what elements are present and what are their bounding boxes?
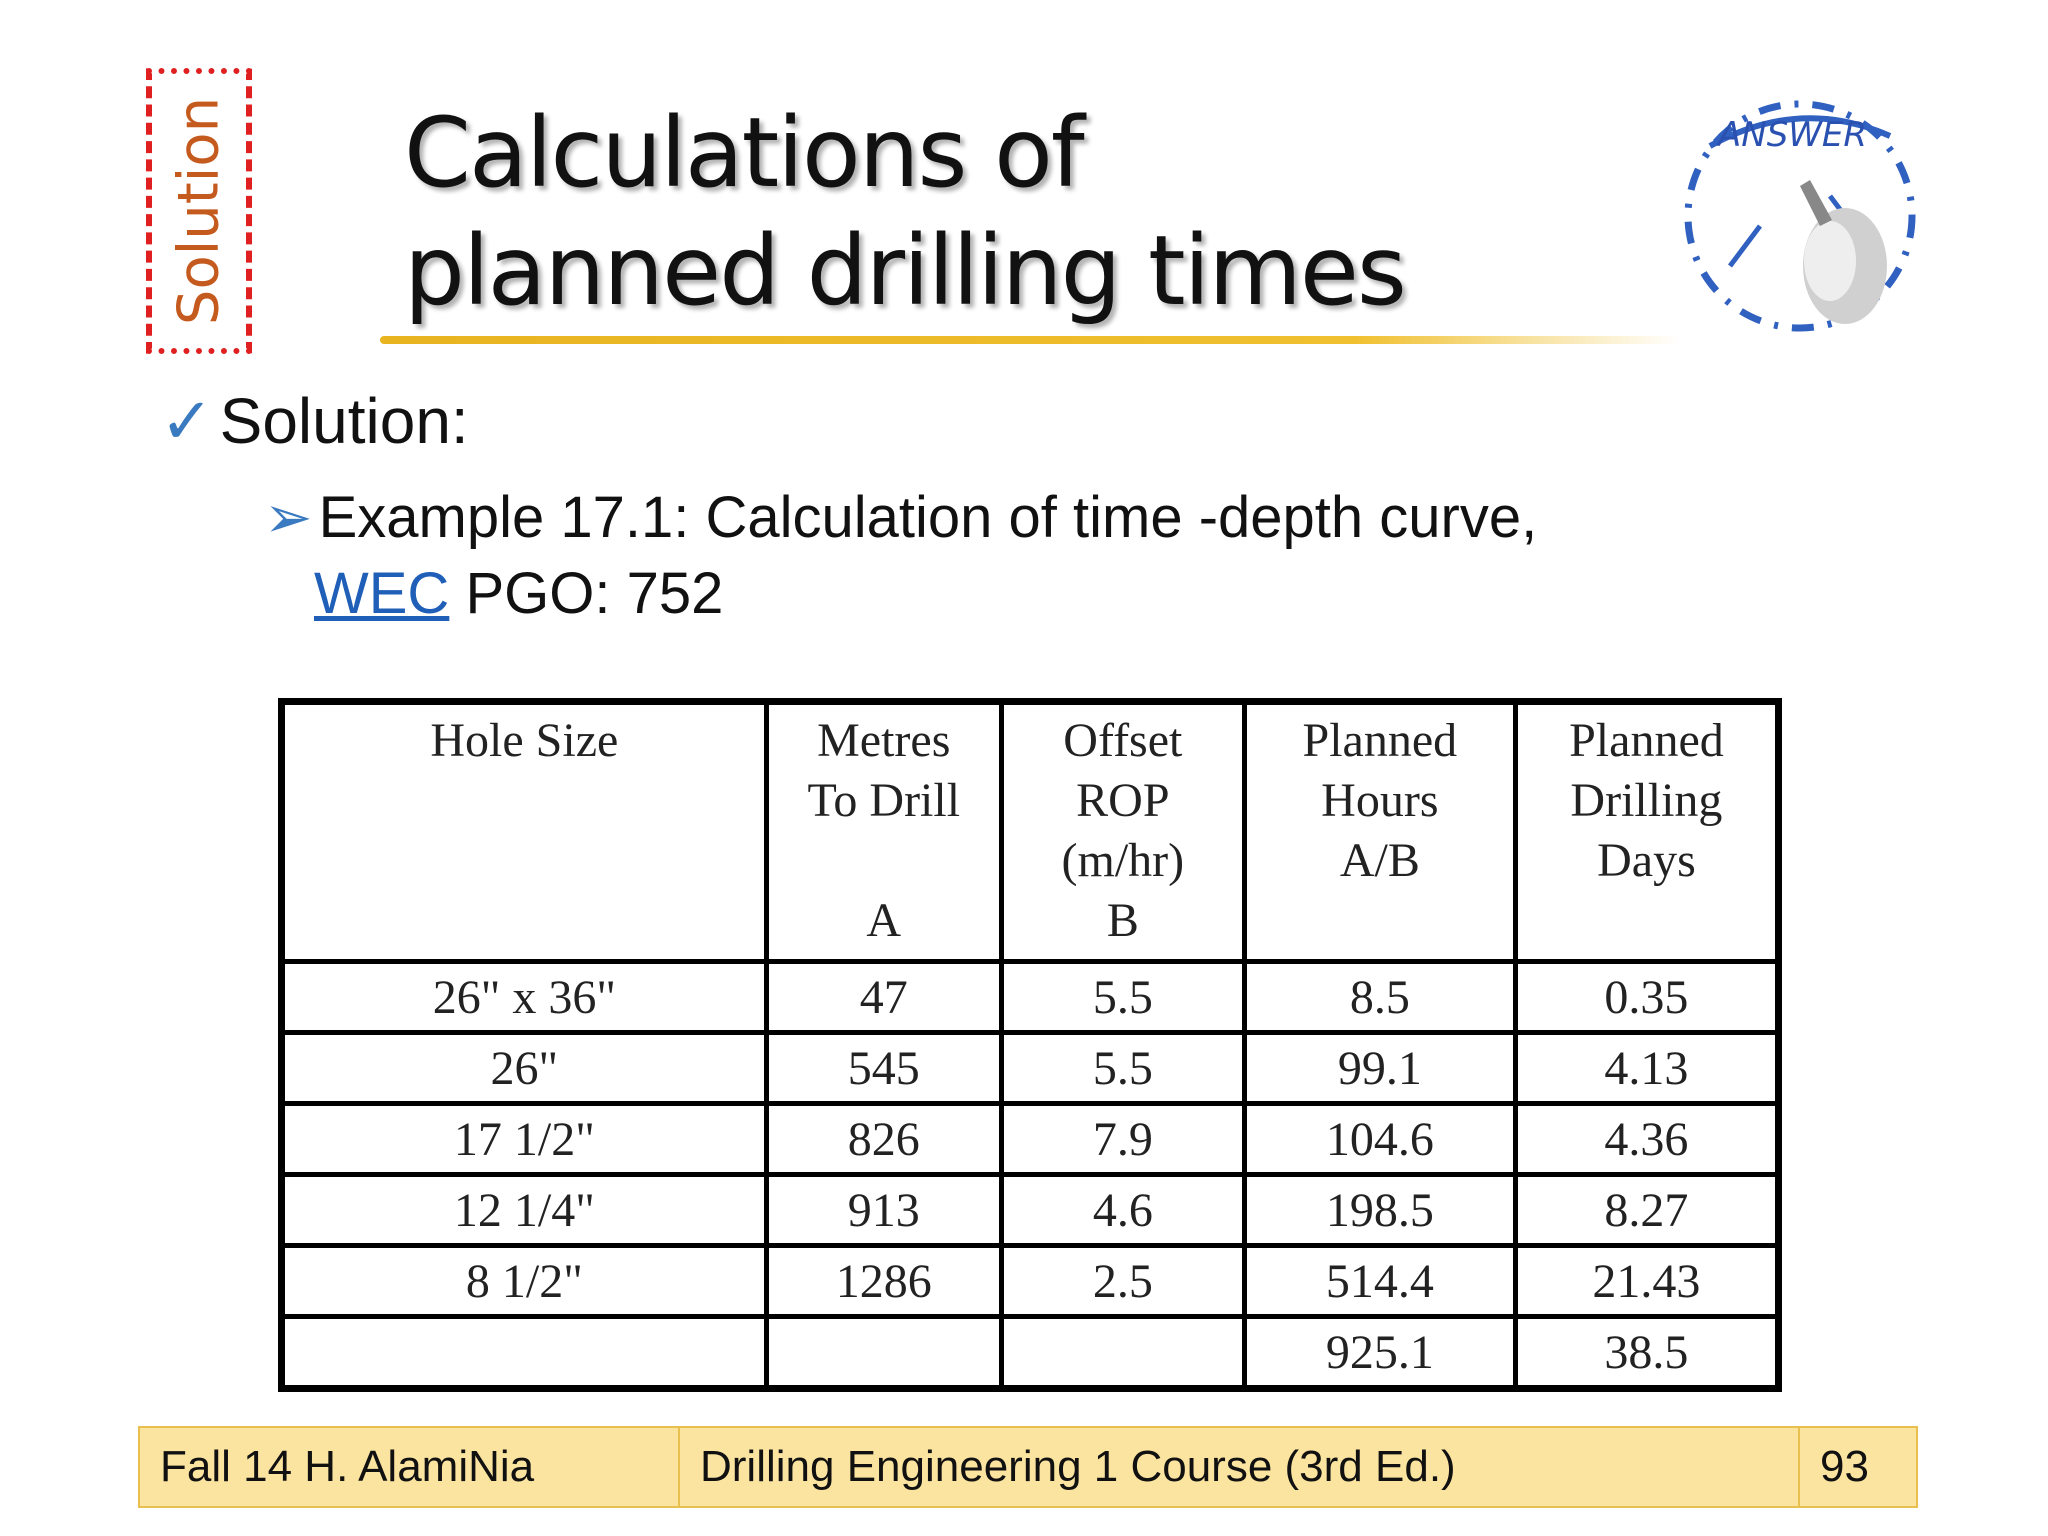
title-underline: [380, 336, 1680, 344]
cell-hole-size: 12 1/4": [282, 1175, 767, 1246]
cell-days: 21.43: [1515, 1246, 1778, 1317]
header-hole-size: Hole Size: [282, 702, 767, 962]
cell-metres: 913: [766, 1175, 1001, 1246]
cell-rop: 7.9: [1001, 1104, 1244, 1175]
header-offset-rop: Offset ROP (m/hr) B: [1001, 702, 1244, 962]
cell-hole-size: 8 1/2": [282, 1246, 767, 1317]
arrow-bullet-icon: ➢: [264, 485, 313, 550]
table-row: [282, 1246, 1779, 1317]
cell-hours: 99.1: [1244, 1033, 1515, 1104]
cell-metres: [766, 1317, 1001, 1389]
cell-hole-size: [282, 1317, 767, 1389]
cell-metres: 545: [766, 1033, 1001, 1104]
answer-badge-image: [1670, 76, 1930, 356]
bullet-solution-text: Solution:: [219, 385, 469, 457]
example-suffix: PGO: 752: [449, 561, 724, 626]
cell-rop: 2.5: [1001, 1246, 1244, 1317]
cell-rop: [1001, 1317, 1244, 1389]
footer-course: Drilling Engineering 1 Course (3rd Ed.): [680, 1428, 1800, 1506]
answer-label: ANSWER: [1718, 115, 1867, 155]
cell-metres: 826: [766, 1104, 1001, 1175]
check-icon: ✓: [160, 385, 214, 457]
table-row: [282, 962, 1779, 1033]
cell-total-days: 38.5: [1515, 1317, 1778, 1389]
slide-title: [404, 94, 1644, 330]
header-planned-days: Planned Drilling Days: [1515, 702, 1778, 962]
example-text: Example 17.1: Calculation of time -depth curve,: [318, 485, 1538, 550]
wec-link[interactable]: WEC: [314, 561, 450, 626]
cell-days: 4.36: [1515, 1104, 1778, 1175]
cell-metres: 1286: [766, 1246, 1001, 1317]
cell-metres: 47: [766, 962, 1001, 1033]
cell-days: 8.27: [1515, 1175, 1778, 1246]
cell-rop: 5.5: [1001, 1033, 1244, 1104]
bullet-example: [264, 480, 1537, 632]
cell-hours: 514.4: [1244, 1246, 1515, 1317]
table-row: [282, 1175, 1779, 1246]
table-row: [282, 1033, 1779, 1104]
side-tag-text: Solution: [166, 96, 232, 326]
cell-hole-size: 17 1/2": [282, 1104, 767, 1175]
table-total-row: [282, 1317, 1779, 1389]
cell-hole-size: 26" x 36": [282, 962, 767, 1033]
header-planned-hours: Planned Hours A/B: [1244, 702, 1515, 962]
title-line-2: planned drilling times: [404, 215, 1405, 327]
bullet-solution: [160, 384, 469, 459]
cell-hours: 8.5: [1244, 962, 1515, 1033]
table-header-row: [282, 702, 1779, 962]
cell-days: 4.13: [1515, 1033, 1778, 1104]
cell-rop: 4.6: [1001, 1175, 1244, 1246]
solution-side-tag: [146, 68, 252, 354]
footer-page-number: 93: [1820, 1442, 1869, 1491]
cell-days: 0.35: [1515, 962, 1778, 1033]
cell-total-hours: 925.1: [1244, 1317, 1515, 1389]
slide-footer: [138, 1426, 1918, 1508]
cell-hours: 198.5: [1244, 1175, 1515, 1246]
footer-author: Fall 14 H. AlamiNia: [140, 1428, 680, 1506]
title-line-1: Calculations of: [404, 97, 1083, 209]
header-metres-to-drill: Metres To Drill A: [766, 702, 1001, 962]
cell-hole-size: 26": [282, 1033, 767, 1104]
cell-rop: 5.5: [1001, 962, 1244, 1033]
table-row: [282, 1104, 1779, 1175]
cell-hours: 104.6: [1244, 1104, 1515, 1175]
drilling-times-table: [278, 698, 1782, 1392]
